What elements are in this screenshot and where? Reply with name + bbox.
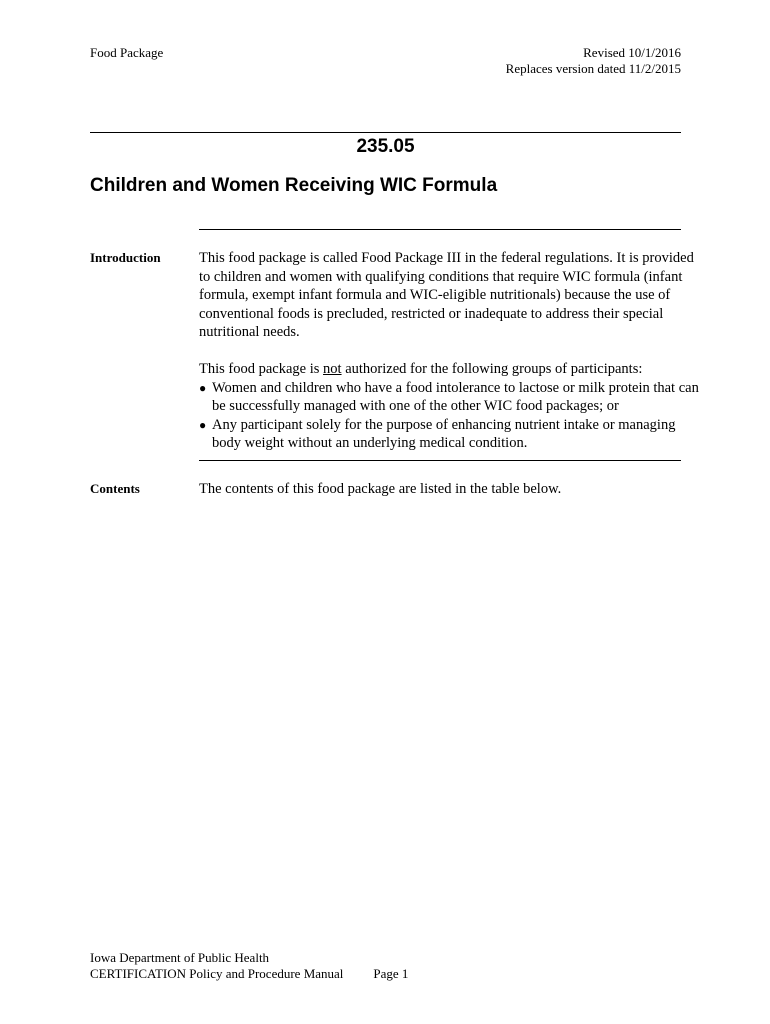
top-divider [90, 132, 681, 133]
header-revision [506, 45, 681, 77]
footer-department: Iowa Department of Public Health [90, 950, 270, 965]
contents-divider [199, 460, 681, 461]
list-item [199, 416, 699, 453]
list-item-text: Any participant solely for the purpose of enhancing nutrient intake or managing body weight without an underlying medical condition. [212, 416, 676, 452]
replaces-date: Replaces version dated 11/2/2015 [505, 61, 681, 76]
footer [90, 950, 408, 982]
header-left: Food Package [90, 45, 164, 60]
not-authorized-after: authorized for the following groups of participants: [341, 360, 643, 377]
introduction-label: Introduction [90, 250, 161, 265]
list-item [199, 379, 699, 416]
introduction-paragraph: This food package is called Food Package III in the federal regulations. It is provided to children and women with qualifying conditions that require WIC formula (infant formula, exempt infant formula and WIC-eligible nutritionals) because the use of conventional foods is precluded, restricted or inadequate to address their special nutritional needs. [199, 250, 694, 341]
bullet-icon: ● [199, 417, 207, 432]
revised-date: Revised 10/1/2016 [583, 45, 681, 60]
exclusion-list [199, 379, 699, 453]
introduction-body [199, 249, 699, 453]
not-authorized-before: This food package is [199, 360, 324, 377]
contents-text: The contents of this food package are listed in the table below. [199, 481, 562, 497]
page-title: Children and Women Receiving WIC Formula [90, 175, 498, 196]
not-authorized-statement [199, 360, 699, 379]
page-number: Page 1 [373, 966, 409, 981]
title-divider [199, 229, 681, 230]
section-number: 235.05 [356, 136, 415, 157]
list-item-text: Women and children who have a food intolerance to lactose or milk protein that can be successfully managed with one of the other WIC food packages; or [212, 379, 699, 415]
bullet-icon: ● [199, 380, 207, 395]
footer-manual: CERTIFICATION Policy and Procedure Manual [90, 966, 344, 981]
not-authorized-emphasis: not [323, 360, 342, 377]
contents-label: Contents [90, 481, 140, 496]
